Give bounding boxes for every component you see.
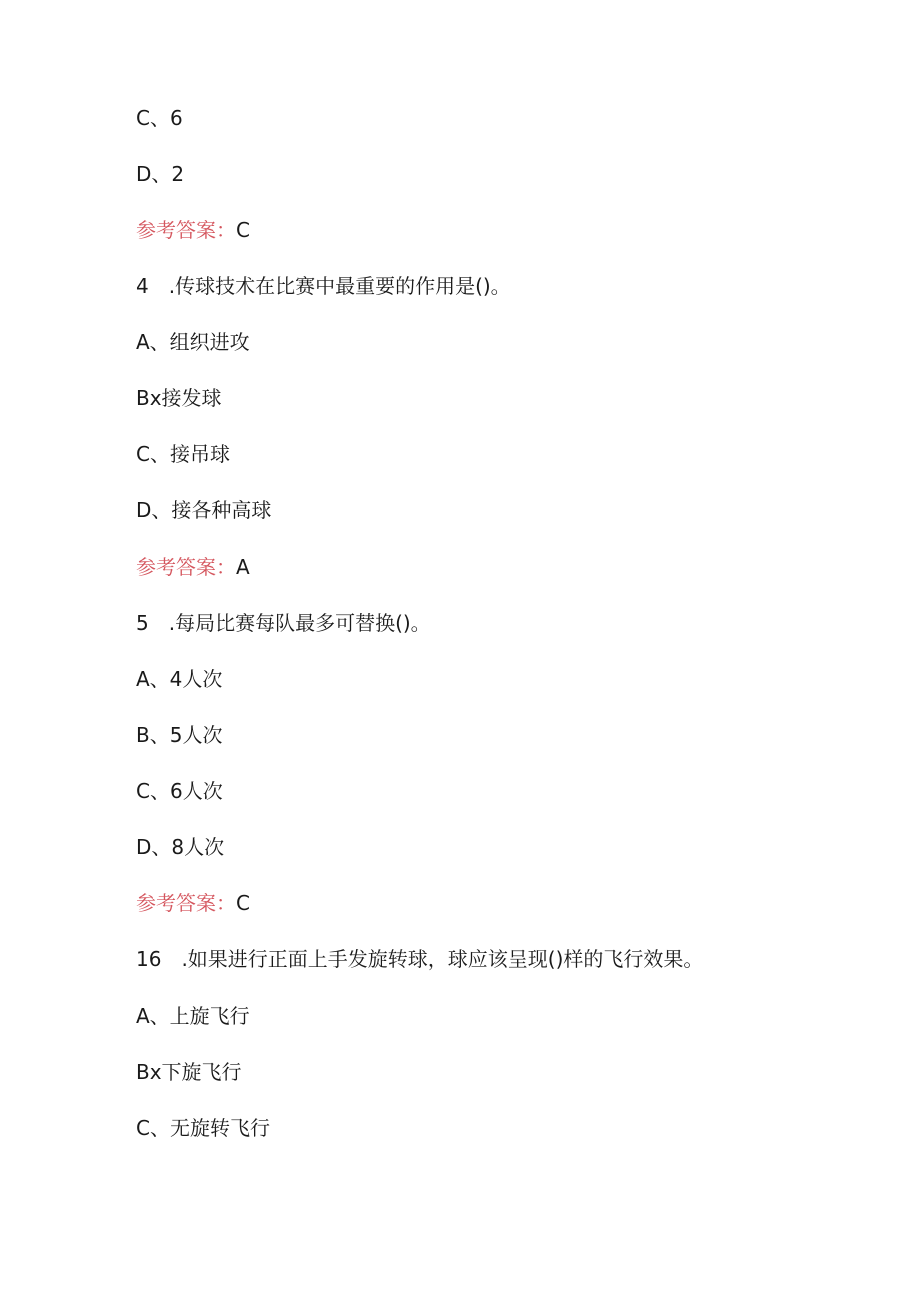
option-line: C、无旋转飞行 xyxy=(136,1116,270,1140)
option-line: C、6人次 xyxy=(136,779,223,803)
answer-value: C xyxy=(236,891,250,915)
reference-answer xyxy=(136,218,250,242)
answer-value: A xyxy=(236,555,250,579)
question-line: 4 .传球技术在比赛中最重要的作用是()。 xyxy=(136,274,511,298)
option-line: B、5人次 xyxy=(136,723,223,747)
answer-label: 参考答案： xyxy=(136,891,236,915)
option-line: C、接吊球 xyxy=(136,442,230,466)
answer-value: C xyxy=(236,218,250,242)
option-line: Bx下旋飞行 xyxy=(136,1060,242,1084)
reference-answer xyxy=(136,891,250,915)
answer-label: 参考答案： xyxy=(136,555,236,579)
question-line: 5 .每局比赛每队最多可替换()。 xyxy=(136,611,431,635)
option-line: D、接各种高球 xyxy=(136,498,272,522)
option-line: D、2 xyxy=(136,162,185,186)
option-line: C、6 xyxy=(136,106,183,130)
option-line: A、4人次 xyxy=(136,667,223,691)
option-line: D、8人次 xyxy=(136,835,225,859)
option-line: A、上旋飞行 xyxy=(136,1004,250,1028)
option-line: Bx接发球 xyxy=(136,386,222,410)
reference-answer xyxy=(136,555,250,579)
answer-label: 参考答案： xyxy=(136,218,236,242)
option-line: A、组织进攻 xyxy=(136,330,250,354)
question-line: 16 .如果进行正面上手发旋转球，球应该呈现()样的飞行效果。 xyxy=(136,947,704,971)
